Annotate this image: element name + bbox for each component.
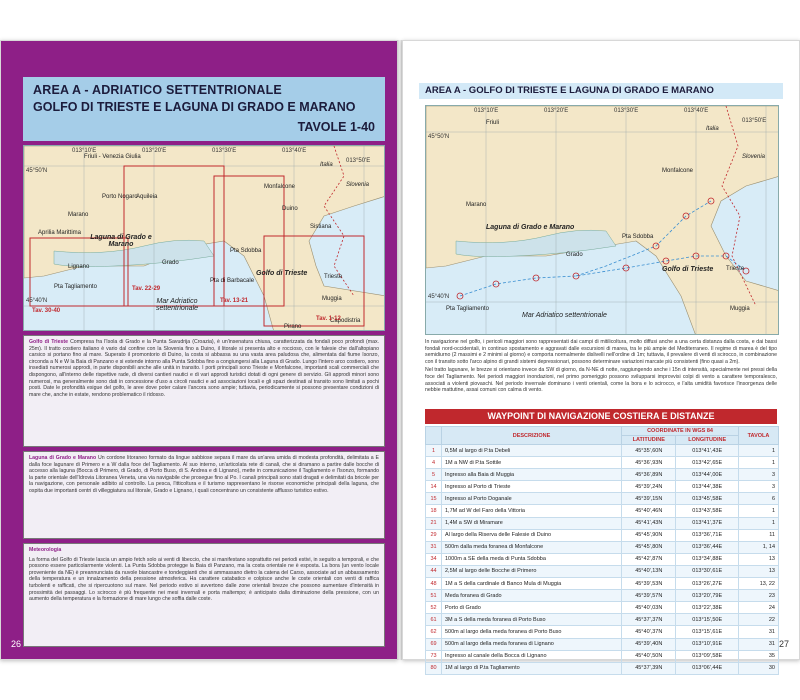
place-label: Monfalcone [662,168,694,174]
waypoint-table-body [426,445,779,675]
place-label: Lignano [68,264,90,270]
area-title: AREA A - ADRIATICO SETTENTRIONALE [33,83,282,97]
table-row [426,457,779,469]
col-tavola: TAVOLA [739,427,779,445]
place-label: Aprilia Marittima [38,230,82,236]
waypoint-tavola: 11 [739,529,779,541]
table-row [426,565,779,577]
place-label: Pta di Barbacale [210,278,255,284]
tavole-label: TAVOLE 1-40 [297,120,375,134]
place-label: Golfo di Trieste [662,266,714,273]
place-label: Pta Tagliamento [446,306,489,312]
place-label: Marano [68,212,89,218]
table-row [426,481,779,493]
tav-label: Tav. 13-21 [220,298,249,304]
place-label: Capodistria [330,318,361,324]
waypoint-number: 14 [426,481,442,493]
waypoint-latitude: 45°45',80N [622,541,676,553]
waypoint-number: 52 [426,602,442,614]
right-page-header: AREA A - GOLFO DI TRIESTE E LAGUNA DI GRADO E MARANO [419,83,783,99]
waypoint-tavola: 6 [739,493,779,505]
place-label: Mar Adriatico settentrionale [155,298,199,312]
place-label: Muggia [322,296,342,302]
col-description: DESCRIZIONE [442,427,622,445]
waypoint-description: Al largo della Riserva delle Falesie di Duino [442,529,622,541]
col-coordinates: COORDINATE IN WGS 84 [622,427,739,436]
waypoint-latitude: 45°39',15N [622,493,676,505]
waypoint-number: 51 [426,590,442,602]
lat-top-label: 45°50'N [428,134,450,140]
place-label: Porto Nogaro [102,194,138,200]
waypoint-tavola: 3 [739,481,779,493]
place-label: Italia [706,126,719,132]
left-page [0,40,398,660]
waypoint-number: 62 [426,626,442,638]
waypoint-description: 3M a S della meda foranea di Porto Buso [442,614,622,626]
waypoint-longitude: 013°26',27E [676,578,739,590]
lon-label: 013°50'E [346,158,371,164]
waypoint-number: 21 [426,517,442,529]
overview-map [23,145,385,331]
place-label: Grado [162,260,179,266]
col-num [426,427,442,445]
waypoint-longitude: 013°10',91E [676,638,739,650]
table-row [426,469,779,481]
table-row [426,541,779,553]
waypoint-longitude: 013°06',44E [676,662,739,674]
lat-bottom-label: 45°40'N [428,294,450,300]
waypoint-longitude: 013°41',43E [676,445,739,457]
waypoint-latitude: 45°40',50N [622,650,676,662]
table-row [426,553,779,565]
place-label: Friuli - Venezia Giulia [84,154,141,160]
area-subtitle: GOLFO DI TRIESTE E LAGUNA DI GRADO E MARANO [33,100,356,114]
place-label: Muggia [730,306,750,312]
waypoint-number: 48 [426,578,442,590]
lon-label: 013°10'E [72,148,97,154]
waypoint-table-title: WAYPOINT DI NAVIGAZIONE COSTIERA E DISTANZE [425,409,777,424]
section-lead: Meteorologia [29,547,62,553]
waypoint-description: 0,5M al largo di P.ta Debeli [442,445,622,457]
waypoint-description: Ingresso al Porto Doganale [442,493,622,505]
waypoint-tavola: 1 [739,457,779,469]
waypoint-longitude: 013°36',44E [676,541,739,553]
waypoint-number: 29 [426,529,442,541]
waypoint-latitude: 45°40',03N [622,602,676,614]
waypoint-longitude: 013°15',61E [676,626,739,638]
place-label: Pirano [284,324,302,330]
waypoint-latitude: 45°45',90N [622,529,676,541]
waypoint-tavola: 22 [739,614,779,626]
waypoint-map-graphic [426,106,779,335]
waypoint-number: 5 [426,469,442,481]
waypoint-longitude: 013°42',65E [676,457,739,469]
waypoint-number: 61 [426,614,442,626]
waypoint-longitude: 013°30',61E [676,565,739,577]
waypoint-tavola: 24 [739,602,779,614]
place-label: Mar Adriatico settentrionale [522,312,607,319]
place-label: Pta Sdobba [230,248,262,254]
waypoint-description: Ingresso al canale della Bocca di Lignano [442,650,622,662]
waypoint-latitude: 45°40',13N [622,565,676,577]
section-lead: Golfo di Trieste [29,339,68,345]
table-row [426,529,779,541]
lat-bottom-label: 45°40'N [26,298,48,304]
lon-label: 013°20'E [142,148,167,154]
waypoint-longitude: 013°41',37E [676,517,739,529]
table-row [426,638,779,650]
lon-label: 013°50'E [742,118,767,124]
waypoint-longitude: 013°22',38E [676,602,739,614]
waypoint-tavola: 31 [739,626,779,638]
waypoint-tavola: 3 [739,469,779,481]
place-label: Trieste [324,274,343,280]
waypoint-description: Meda foranea di Grado [442,590,622,602]
table-row [426,662,779,674]
tav-label: Tav. 1-12 [316,316,341,322]
waypoint-latitude: 45°39',53N [622,578,676,590]
tav-label: Tav. 22-29 [132,286,161,292]
golfo-trieste-box [23,335,385,447]
lon-label: 013°10'E [474,108,499,114]
waypoint-table [425,426,779,675]
waypoint-latitude: 45°37',37N [622,614,676,626]
waypoint-latitude: 45°36',93N [622,457,676,469]
place-label: Slovenia [742,154,766,160]
waypoint-tavola: 13 [739,565,779,577]
waypoint-description: Ingresso alla Baia di Muggia [442,469,622,481]
waypoint-description: 1,7M ad W del Faro della Vittoria [442,505,622,517]
place-label: Sistiana [310,224,332,230]
place-label: Marano [466,202,487,208]
waypoint-latitude: 45°39',40N [622,638,676,650]
table-row [426,614,779,626]
waypoint-number: 73 [426,650,442,662]
table-row [426,602,779,614]
waypoint-latitude: 45°39',24N [622,481,676,493]
place-label: Friuli [486,120,499,126]
waypoint-longitude: 013°44',38E [676,481,739,493]
waypoint-tavola: 1 [739,505,779,517]
paragraph: Nel tratto lagunare, le brezze si orientano invece da SW di giorno, da N-NE di notte, raggiungendo anche i 15n di intensità, specialmente nei pressi della foce del Tagliamento. Nei periodi maggiori inondazioni, nel primo pomeriggio possono svilupparsi improvvisi colpi di vento a carattere temporalesco, associati a violenti piovaschi. Nel periodo invernale dominano i venti orientali, come la bora e lo scirocco, e l'alta umidità favorisce l'insorgenza delle nebbie mattutine, assai comuni con calma di vento. [425,367,777,394]
table-row [426,505,779,517]
section-text: Un cordone litoraneo formato da lingue sabbiose separa il mare da un'area umida di modesta profondità, delimitata a E dalla foce lagunare di Primero e a W dalla foce del Tagliamento. Al suo interno, un'articolata rete di canali, che si diramano a partire dalle bocche di accesso alla laguna (Bocca di Primero, di Grado, di Porto Buso, di S. Andrea e di Lignano), mette in comunicazione il Tagliamento e l'Isonzo, formando la parte orientale dell'Idrovia Litoranea Veneta, una via navigabile che prosegue fino al Po. I canali principali sono stati dragati e delimitati da bricole per la navigazione, con personale adibito al controllo. La pesca, l'itticoltura e il turismo rappresentano le risorse economiche principali della laguna, che ospita due importanti centri di villeggiatura sul litorale, Grado e Lignano, i quali concentrano un consistente afflusso turistico estivo. [29,455,379,494]
meteorologia-box [23,543,385,647]
waypoint-tavola: 1 [739,445,779,457]
table-row [426,590,779,602]
page-number-right: 27 [778,639,789,649]
waypoint-description: 500m al largo della meda foranea di Lignano [442,638,622,650]
waypoint-longitude: 013°34',88E [676,553,739,565]
waypoint-description: 1,4M a SW di Miramare [442,517,622,529]
tavole-row [33,120,375,134]
waypoint-number: 18 [426,505,442,517]
waypoint-number: 69 [426,638,442,650]
col-longitude: LONGITUDINE [676,436,739,445]
waypoint-number: 34 [426,553,442,565]
lat-top-label: 45°50'N [26,168,48,174]
place-label: Laguna di Grado e Marano [486,224,575,231]
waypoint-latitude: 45°40',37N [622,626,676,638]
waypoint-longitude: 013°43',58E [676,505,739,517]
waypoint-tavola: 30 [739,662,779,674]
waypoint-longitude: 013°36',71E [676,529,739,541]
place-label: Golfo di Trieste [256,270,308,277]
col-latitude: LATITUDINE [622,436,676,445]
right-body-text [425,339,777,396]
section-lead: Laguna di Grado e Marano [29,455,97,461]
table-row [426,493,779,505]
place-label: Pta Sdobba [622,234,654,240]
waypoint-latitude: 45°42',87N [622,553,676,565]
waypoint-description: Ingresso al Porto di Trieste [442,481,622,493]
waypoint-number: 31 [426,541,442,553]
table-row [426,517,779,529]
waypoint-tavola: 13, 22 [739,578,779,590]
waypoint-description: 1000m a SE della meda di Punta Sdobba [442,553,622,565]
lon-label: 013°40'E [282,148,307,154]
waypoint-latitude: 45°36',89N [622,469,676,481]
waypoint-tavola: 35 [739,650,779,662]
section-text: Compresa fra l'Isola di Grado e la Punta Savudrija (Croazia), è un'insenatura chiusa, caratterizzata da fondali poco profondi (max. 25m). Il tratto costiero italiano è vario dal confine con la Slovenia fino a Duino, il litorale si presenta alto e roccioso, con le falesie che dall'altopiano carsico si portano fino al mare. Superato il promontorio di Duino, la costa si abbassa su una vasta area paludosa che, alimentata dal fiume Isonzo, circonda a N e W la Baia di Panzano e si estende intorno alla Punta Sdobba fino a congiungersi alla Laguna di Grado. Lungo l'intero arco costiero, sono insediati numerosi approdi, in parte disponibili anche alle unità in transito. I porti principali sono Trieste e Monfalcone, importanti scali commerciali che dispongono, all'interno delle rispettive rade, di diversi cantieri nautici e di vari approdi turistici dotati di ogni genere di servizio. Gli approdi minori sono numerosi, ma generalmente sono dati in concessione d'uso a circoli nautici e ad associazioni locali e gli spazi destinati al transito sono limitati a pochi posti. Date le profondità esigue del golfo, le aree dove poter calare l'ancora sono ampie; tuttavia, periodicamente si possono presentare condizioni di mare che, anche in estate, rendono problematico il ridosso. [29,339,379,398]
waypoint-number: 44 [426,565,442,577]
waypoint-longitude: 013°45',58E [676,493,739,505]
place-label: Trieste [726,266,745,272]
waypoint-description: 500m dalla meda foranea di Monfalcone [442,541,622,553]
place-label: Duino [282,206,298,212]
page-number-left: 26 [11,639,22,649]
lon-label: 013°20'E [544,108,569,114]
waypoint-tavola: 23 [739,590,779,602]
place-label: Grado [566,252,583,258]
waypoint-longitude: 013°20',79E [676,590,739,602]
section-text: La forma del Golfo di Trieste lascia un ampio fetch solo ai venti di libeccio, che si manifestano soprattutto nei periodi estivi, in seguito a temporali, e che possono essere particolarmente violenti. La Punta Sdobba protegge la Baia di Panzano, ma la costa orientale ne è esposta. La bora (un vento locale proveniente da NE) è preannunciata da nuvole biancastre e tondeggianti che si ammassano dietro la catena del Carso, associate ad un abbassamento della temperatura e un innalzamento della pressione atmosferica. Ha carattere catabatico e colpisce anche le coste orientali con venti di raffica turbolenti e rafficati, che si ripercuotono sul mare. Nel periodo estivo si avvertono dalle zone orientali brezze che possono aumentare d'intensità in prossimità dei passaggi. Lo scirocco è più frequente nei mesi invernali e porta maltempo; è anticipato dalla diminuzione della pressione, con un aumento della temperatura e la formazione di mare lungo che soffia dalle coste. [29,556,379,603]
waypoint-number: 1 [426,445,442,457]
waypoint-number: 80 [426,662,442,674]
waypoint-number: 15 [426,493,442,505]
waypoint-latitude: 45°37',39N [622,662,676,674]
place-label: Slovenia [346,182,370,188]
waypoint-longitude: 013°09',58E [676,650,739,662]
table-row [426,626,779,638]
table-row [426,650,779,662]
waypoint-description: 1M al largo di P.ta Tagliamento [442,662,622,674]
coastline [426,106,779,335]
place-label: Aquileia [136,194,158,200]
waypoint-latitude: 45°41',43N [622,517,676,529]
right-page [402,40,800,672]
waypoint-longitude: 013°15',50E [676,614,739,626]
waypoint-description: Porto di Grado [442,602,622,614]
waypoint-tavola: 1 [739,517,779,529]
waypoint-tavola: 1, 14 [739,541,779,553]
waypoint-description: 2,5M al largo delle Bocche di Primero [442,565,622,577]
left-page-header [23,77,385,141]
subtitle-row [33,100,375,114]
table-row [426,578,779,590]
place-label: Laguna di Grado e Marano [90,234,152,248]
waypoint-latitude: 45°35',60N [622,445,676,457]
waypoint-latitude: 45°40',46N [622,505,676,517]
paragraph: In navigazione nel golfo, i pericoli maggiori sono rappresentati dai campi di mitilicoltura, molto diffusi anche a una certa distanza dalla costa, e dai bassi fondali nord-occidentali, in continuo spostamento e aggravati dalle escursioni di marea, tra le più ampie del Mediterraneo. Il regime di marea è del tipo semidiurno (2 massimi e 2 minimi al giorno) e comporta normalmente dislivelli nell'ordine di 1m; tuttavia, il prevalere di venti di scirocco, in combinazione con il transito sotto l'arco alpino di grandi sistemi depressionari, possono determinare variazioni marcate più consistenti (fino quasi a 2m). [425,339,777,365]
place-label: Monfalcone [264,184,296,190]
lon-label: 013°30'E [212,148,237,154]
tav-label: Tav. 30-40 [32,308,61,314]
waypoint-description: 1M a S della cardinale di Banco Mula di Muggia [442,578,622,590]
waypoint-latitude: 45°39',57N [622,590,676,602]
table-row [426,445,779,457]
waypoint-tavola: 13 [739,553,779,565]
laguna-box [23,451,385,539]
waypoint-tavola: 31 [739,638,779,650]
waypoint-map [425,105,779,335]
waypoint-longitude: 013°44',00E [676,469,739,481]
lon-label: 013°40'E [684,108,709,114]
lon-label: 013°30'E [614,108,639,114]
waypoint-number: 4 [426,457,442,469]
place-label: Pta Tagliamento [54,284,97,290]
waypoint-description: 500m al largo della meda foranea di Porto Buso [442,626,622,638]
waypoint-description: 1M a NW di P.ta Sottile [442,457,622,469]
place-label: Italia [320,162,333,168]
